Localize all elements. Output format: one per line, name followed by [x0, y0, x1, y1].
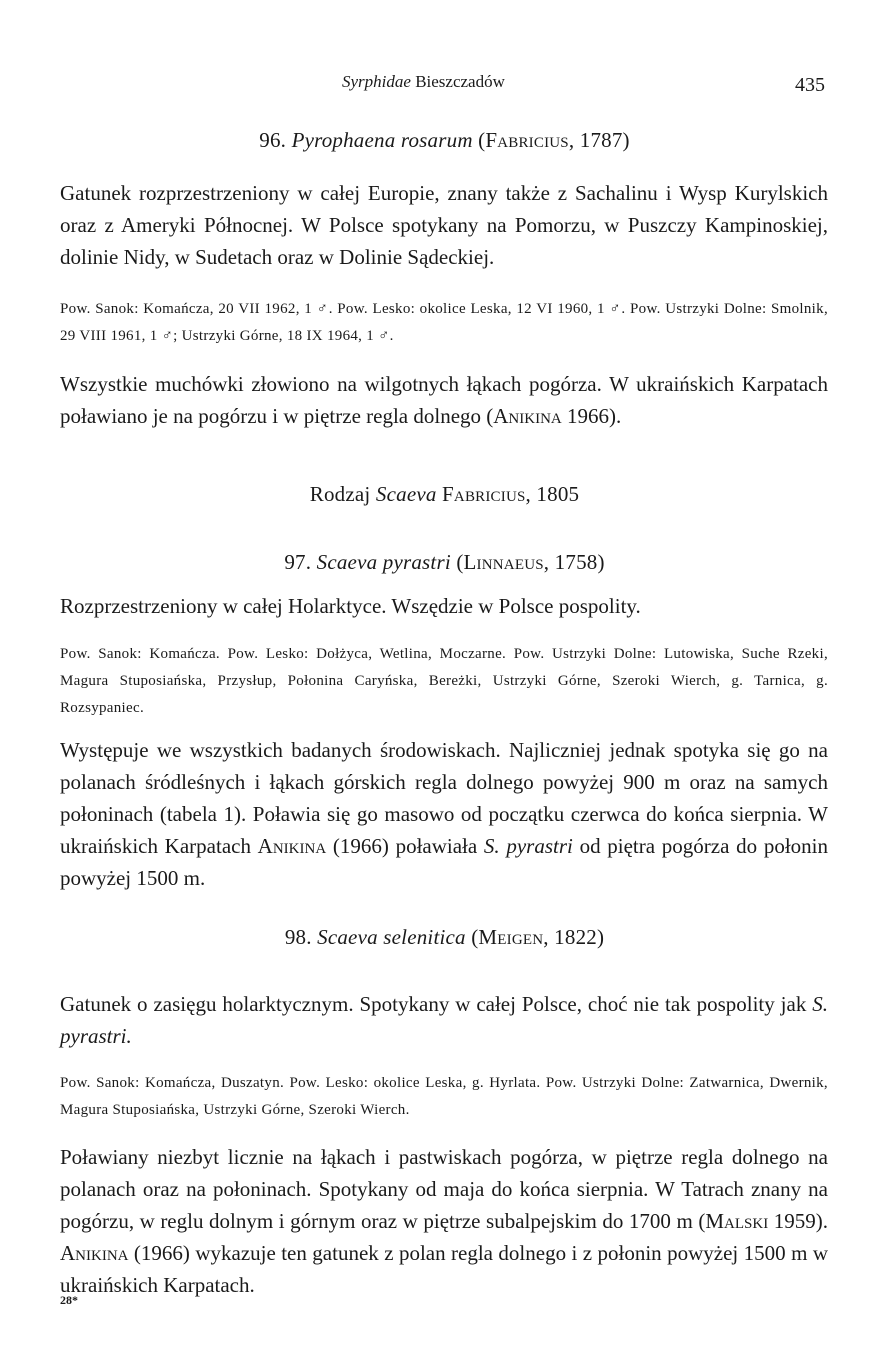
species-96-heading: 96. Pyrophaena rosarum (Fabricius, 1787)	[259, 128, 630, 152]
species-96-localities: Pow. Sanok: Komańcza, 20 VII 1962, 1 ♂. Pow. Lesko: okolice Leska, 12 VI 1960, 1 ♂. Pow. Ustrzyki Dolne: Smolnik, 29 VIII 1961, 1 ♂; Ustrzyki Górne, 18 IX 1964, 1 ♂.	[60, 301, 828, 344]
signature-mark: 28*	[60, 1293, 78, 1307]
species-98-notes: Poławiany niezbyt licznie na łąkach i pastwiskach pogórza, w piętrze regla dolnego na polanach oraz na połoninach. Spotykany od maja do końca sierpnia. W Tatrach znany na pogórzu, w reglu dolnym i górnym oraz w piętrze subalpejskim do 1700 m (Malski 1959). Anikina (1966) wykazuje ten gatunek z polan regla dolnego i z połonin powyżej 1500 m w ukraińskich Karpatach.	[60, 1145, 828, 1297]
species-96-notes: Wszystkie muchówki złowiono na wilgotnych łąkach pogórza. W ukraińskich Karpatach poławiano je na pogórzu i w piętrze regla dolnego (Anikina 1966).	[60, 372, 828, 428]
genus-heading: Rodzaj Scaeva Fabricius, 1805	[309, 482, 580, 506]
species-96-distribution: Gatunek rozprzestrzeniony w całej Europie, znany także z Sachalinu i Wysp Kurylskich oraz z Ameryki Północnej. W Polsce spotykany na Pomorzu, w Puszczy Kampinoskiej, dolinie Nidy, w Sudetach oraz w Dolinie Sądeckiej.	[60, 181, 828, 269]
running-title: Syrphidae Bieszczadów	[342, 72, 505, 91]
species-97-notes: Występuje we wszystkich badanych środowiskach. Najliczniej jednak spotyka się go na polanach śródleśnych i łąkach górskich regla dolnego powyżej 900 m oraz na samych połoninach (tabela 1). Poławia się go masowo od początku czerwca do końca sierpnia. W ukraińskich Karpatach Anikina (1966) poławiała S. pyrastri od piętra pogórza do połonin powyżej 1500 m.	[60, 738, 828, 890]
species-98-heading: 98. Scaeva selenitica (Meigen, 1822)	[284, 925, 605, 949]
page-number: 435	[795, 74, 825, 96]
species-98-distribution: Gatunek o zasięgu holarktycznym. Spotykany w całej Polsce, choć nie tak pospolity jak S. pyrastri.	[60, 992, 828, 1048]
species-97-heading: 97. Scaeva pyrastri (Linnaeus, 1758)	[284, 550, 605, 574]
species-97-distribution: Rozprzestrzeniony w całej Holarktyce. Wszędzie w Polsce pospolity.	[60, 594, 641, 618]
species-98-localities: Pow. Sanok: Komańcza, Duszatyn. Pow. Lesko: okolice Leska, g. Hyrlata. Pow. Ustrzyki Dolne: Zatwarnica, Dwernik, Magura Stuposiańska, Ustrzyki Górne, Szeroki Wierch.	[60, 1075, 828, 1118]
species-97-localities: Pow. Sanok: Komańcza. Pow. Lesko: Dołżyca, Wetlina, Moczarne. Pow. Ustrzyki Dolne: Lutowiska, Suche Rzeki, Magura Stuposiańska, Przysłup, Połonina Caryńska, Bereżki, Ustrzyki Górne, Szeroki Wierch, g. Tarnica, g. Rozsypaniec.	[60, 646, 828, 716]
